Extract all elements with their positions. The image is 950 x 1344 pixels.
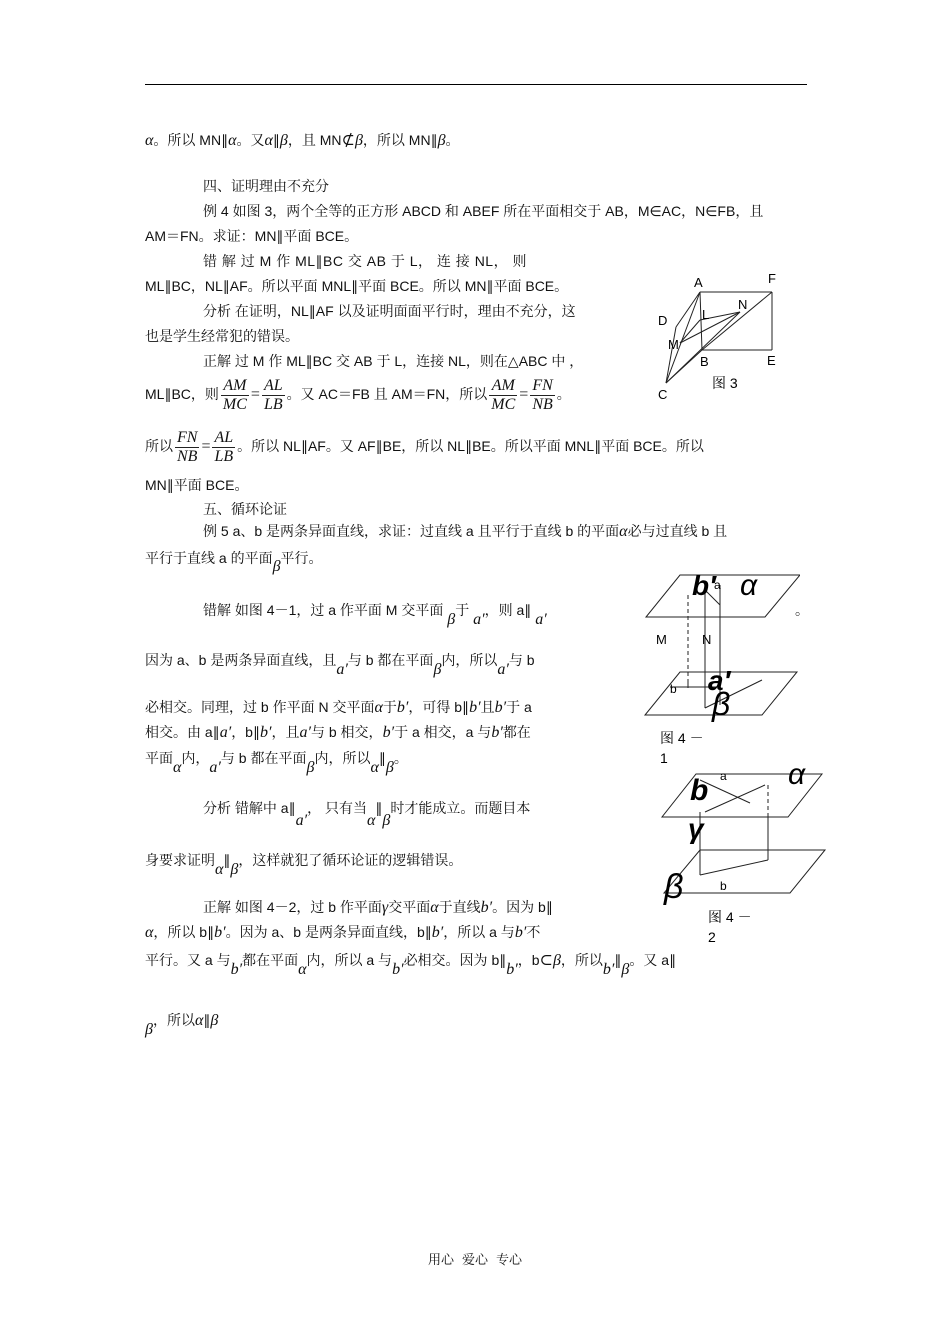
fig3-label-a: A bbox=[694, 275, 703, 290]
fig41-label-beta: β bbox=[712, 686, 731, 722]
fig3-caption: 图 3 bbox=[712, 375, 738, 391]
fig41-label-b: b bbox=[670, 682, 677, 696]
fig3-label-m: M bbox=[668, 337, 679, 352]
page-footer: 用心 爱心 专心 bbox=[427, 1252, 523, 1267]
correct-solution-text: 正解 如图 4－2，过 b 作平面γ交平面α于直线b′。因为 b∥ bbox=[203, 899, 553, 916]
section-heading-4: 四、证明理由不充分 bbox=[203, 178, 329, 194]
analysis-text: 分析 错解中 a∥a′， 只有当α∥β时才能成立。而题目本 bbox=[203, 800, 531, 829]
fraction: $\frac{AM}{MC}$ bbox=[491, 376, 516, 413]
fig3-label-c: C bbox=[658, 387, 668, 402]
wrong-solution-text: 。 bbox=[795, 602, 809, 618]
fig42-label-alpha: α bbox=[788, 760, 806, 791]
wrong-solution-text: 因为 a、b 是两条异面直线，且a′与 b 都在平面β内，所以a′与 b bbox=[145, 652, 535, 678]
correct-solution-text: α，所以 b∥b′。因为 a、b 是两条异面直线，b∥b′，所以 a 与b′不 bbox=[145, 924, 541, 941]
wrong-solution-text: 必相交。同理，过 b 作平面 N 交平面α于b′，可得 b∥b′且b′于 a bbox=[145, 699, 532, 716]
fig41-label-a: a bbox=[714, 578, 721, 592]
example-5-text: 平行于直线 a 的平面β平行。 bbox=[145, 550, 323, 575]
fig42-caption: 图 4 － bbox=[708, 909, 752, 925]
correct-solution-text: 所以 $\frac{FN}{NB}$ = $\frac{AL}{LB}$ 。所以 NL∥AF。又 AF∥BE，所以 NL∥BE。所以平面 MNL∥平面 BCE。所以 bbox=[145, 428, 704, 465]
wrong-solution-text: 相交。由 a∥a′，b∥b′，且a′与 b 相交，b′于 a 相交，a 与b′都在 bbox=[145, 724, 531, 741]
fig41-caption: 图 4 － bbox=[660, 730, 704, 746]
figure-3 bbox=[650, 265, 790, 405]
wrong-solution-text: 错解 如图 4－1，过 a 作平面 M 交平面 β于 a′，则 a∥ a′ bbox=[203, 602, 547, 628]
line-fb bbox=[702, 292, 772, 350]
line-mn bbox=[680, 312, 740, 343]
fig42-label-gamma: γ bbox=[688, 813, 704, 844]
wrong-solution-text: 平面α内，a′与 b 都在平面β内，所以α∥β。 bbox=[145, 750, 408, 776]
fig42-caption: 2 bbox=[708, 929, 716, 945]
fraction: $\frac{AL}{LB}$ bbox=[214, 428, 234, 465]
correct-solution-text: β，所以α∥β bbox=[145, 1012, 219, 1038]
correct-solution-text: 平行。又 a 与b′都在平面α内，所以 a 与b′必相交。因为 b∥b′，b⊂β，所以b′∥β。又 a∥ bbox=[145, 952, 677, 978]
example-5-text: 例 5 a、b 是两条异面直线，求证：过直线 a 且平行于直线 b 的平面α必与过直线 b 且 bbox=[203, 523, 728, 540]
fig42-label-b: b bbox=[690, 774, 709, 807]
fig41-label-n: N bbox=[702, 632, 712, 647]
plane-beta bbox=[664, 850, 825, 893]
correct-solution-text: MN∥平面 BCE。 bbox=[145, 477, 249, 493]
fig3-label-f: F bbox=[768, 271, 776, 286]
analysis-text: 身要求证明α∥β，这样就犯了循环论证的逻辑错误。 bbox=[145, 852, 463, 878]
fraction: $\frac{FN}{NB}$ bbox=[177, 428, 198, 465]
wrong-solution-text: 错 解 过 M 作 ML∥BC 交 AB 于 L， 连 接 NL， 则 bbox=[203, 253, 527, 269]
fig42-label-beta: β bbox=[664, 868, 684, 906]
fraction: $\frac{AL}{LB}$ bbox=[263, 376, 283, 413]
line-ad bbox=[676, 292, 700, 327]
fig3-label-e: E bbox=[767, 353, 776, 368]
line-b bbox=[705, 785, 765, 812]
fig42-label-b-bottom: b bbox=[720, 879, 727, 893]
plane-alpha bbox=[646, 575, 800, 617]
fig3-label-n: N bbox=[738, 297, 748, 312]
text-line: α。所以 MN∥α。又α∥β，且 MN⊄β，所以 MN∥β。 bbox=[145, 132, 460, 149]
correct-solution-text: ML∥BC，则 $\frac{AM}{MC}$ = $\frac{AL}{LB}$ 。又 AC＝FB 且 AM＝FN，所以 $\frac{AM}{MC}$ = $\frac{FN}{NB}$ 。 bbox=[145, 376, 571, 413]
fraction: $\frac{FN}{NB}$ bbox=[532, 376, 553, 413]
correct-solution-text: 正解 过 M 作 ML∥BC 交 AB 于 L，连接 NL，则在△ABC 中 ， bbox=[203, 353, 584, 369]
fig41-label-m: M bbox=[656, 632, 667, 647]
fig41-caption: 1 bbox=[660, 750, 668, 766]
fig3-label-b: B bbox=[700, 354, 709, 369]
analysis-text: 分析 在证明，NL∥AF 以及证明面面平行时，理由不充分，这 bbox=[203, 303, 576, 319]
figure-4-1 bbox=[640, 565, 800, 775]
fig3-label-l: L bbox=[702, 307, 710, 322]
fig42-label-a: a bbox=[720, 769, 727, 783]
section-heading-5: 五、循环论证 bbox=[203, 501, 287, 517]
fig3-label-d: D bbox=[658, 313, 668, 328]
figure-4-2 bbox=[660, 760, 830, 950]
line-b-prime bbox=[700, 860, 768, 875]
fig41-label-a-prime: a′ bbox=[708, 665, 731, 696]
wrong-solution-text: ML∥BC，NL∥AF。所以平面 MNL∥平面 BCE。所以 MN∥平面 BCE。 bbox=[145, 278, 569, 294]
line-ml bbox=[680, 320, 700, 343]
fraction: $\frac{AM}{MC}$ bbox=[222, 376, 247, 413]
example-4-text: AM＝FN。求证：MN∥平面 BCE。 bbox=[145, 228, 359, 244]
analysis-text: 也是学生经常犯的错误。 bbox=[145, 328, 299, 344]
example-4-text: 例 4 如图 3，两个全等的正方形 ABCD 和 ABEF 所在平面相交于 AB，M∈AC，N∈FB，且 bbox=[203, 203, 764, 219]
fig41-label-alpha: α bbox=[740, 569, 758, 602]
fig41-label-b-prime: b′ bbox=[692, 570, 716, 601]
header-rule bbox=[145, 84, 807, 85]
